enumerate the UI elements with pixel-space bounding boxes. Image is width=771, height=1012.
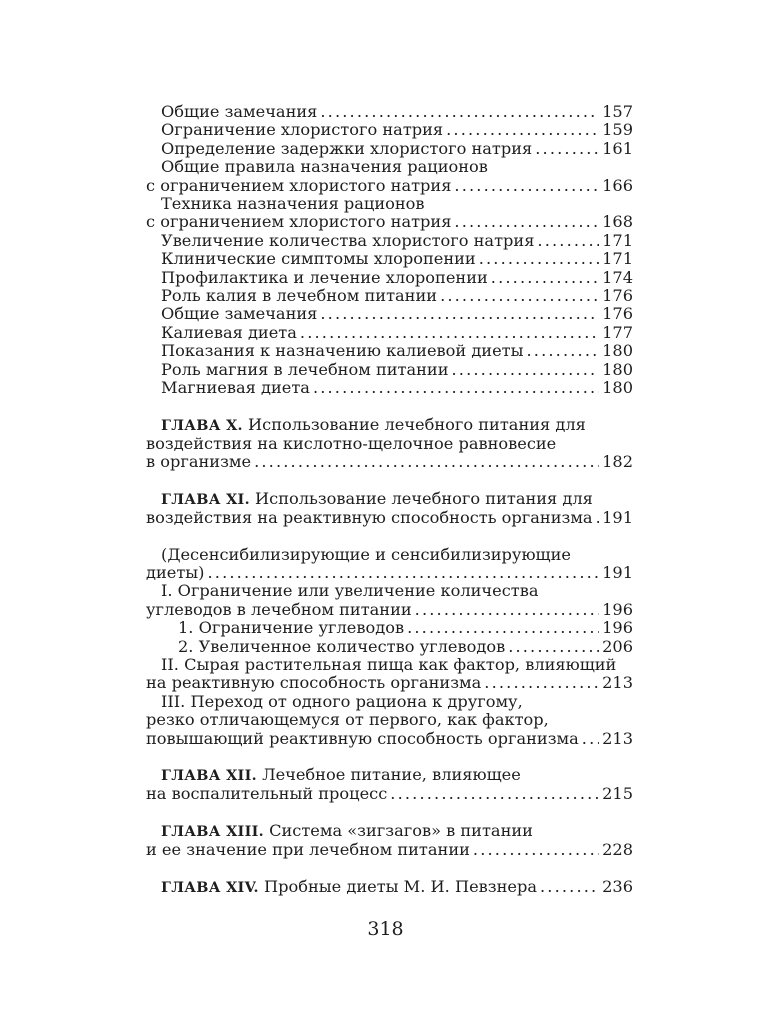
toc-entry: (Десенсибилизирующие и сенсибилизирующие [161, 544, 571, 564]
chapter-heading: ГЛАВА XII. Лечебное питание, влияющее [161, 765, 521, 784]
leader-dots [300, 324, 599, 342]
leader-dots [596, 509, 600, 527]
page-ref: 182 [602, 452, 633, 472]
table-of-contents [146, 103, 633, 897]
toc-entry-continuation: в организме . . . 182 [146, 453, 633, 471]
page-number: 318 [367, 918, 404, 940]
leader-dots [540, 878, 599, 896]
chapter-label: ГЛАВА XIV. [161, 878, 259, 896]
page-ref: 157 [602, 102, 633, 121]
page-ref: 159 [602, 120, 633, 140]
leader-dots [527, 342, 600, 360]
chapter-heading: ГЛАВА XIII. Система «зигзагов» в питании [161, 820, 533, 840]
toc-entry-continuation: диеты) . . . 191 [146, 564, 633, 582]
page-ref: 213 [602, 673, 633, 693]
chapter-heading: ГЛАВА XIV. Пробные диеты М. И. Певзнера . . . 236 [146, 878, 633, 897]
page-ref: 191 [602, 562, 633, 582]
leader-dots [208, 564, 600, 582]
toc-entry: Общие замечания . . . 157 [146, 103, 633, 121]
toc-entry: II. Сырая растительная пища как фактор, влияющий [161, 654, 617, 674]
leader-dots [582, 730, 599, 748]
chapter-heading: ГЛАВА X. Использование лечебного питания для [161, 414, 586, 434]
toc-entry: Роль магния в лечебном питании . . . 180 [146, 361, 633, 379]
toc-entry-continuation: на реактивную способность организма . . . 213 [146, 674, 633, 692]
page-ref: 196 [602, 618, 633, 638]
chapter-heading: ГЛАВА XI. Использование лечебного питания для [161, 488, 593, 508]
toc-entry-continuation: повышающий реактивную способность организма . . . 213 [146, 730, 633, 748]
toc-entry: Показания к назначению калиевой диеты . . . 180 [146, 342, 633, 360]
page-ref: 191 [602, 508, 633, 528]
toc-entry: Увеличение количества хлористого натрия . . . 171 [146, 232, 633, 250]
toc-entry: Роль калия в лечебном питании . . . 176 [146, 287, 633, 305]
toc-entry: III. Переход от одного рациона к другому, [161, 691, 523, 711]
toc-entry: Общие правила назначения рационов [161, 157, 488, 177]
page-ref: 174 [602, 267, 633, 287]
page-ref: 180 [602, 378, 633, 398]
page-ref: 168 [602, 212, 633, 232]
leader-dots [320, 103, 599, 121]
toc-entry-continuation: на воспалительный процесс . . . 215 [146, 785, 633, 803]
leader-dots [454, 177, 599, 195]
toc-entry: Магниевая диета . . . 180 [146, 379, 633, 397]
page-ref: 176 [602, 304, 633, 324]
leader-dots [390, 785, 599, 803]
leader-dots [313, 379, 599, 397]
leader-dots [452, 361, 600, 379]
toc-entry: Ограничение хлористого натрия . . . 159 [146, 121, 633, 139]
chapter-label: ГЛАВА XI. [161, 490, 250, 508]
leader-dots [508, 638, 599, 656]
page-ref: 161 [602, 138, 633, 158]
toc-entry: 2. Увеличенное количество углеводов . . . 206 [146, 638, 633, 656]
leader-dots [484, 674, 599, 692]
toc-entry: 1. Ограничение углеводов . . . 196 [146, 619, 633, 637]
page-ref: 215 [602, 784, 633, 804]
toc-entry-continuation: резко отличающемуся от первого, как фактор, [146, 710, 549, 730]
toc-entry-continuation: углеводов в лечебном питании . . . 196 [146, 601, 633, 619]
leader-dots [440, 287, 599, 305]
chapter-label: ГЛАВА X. [161, 416, 243, 434]
toc-entry: Общие замечания . . . 176 [146, 305, 633, 323]
leader-dots [454, 213, 599, 231]
leader-dots [446, 121, 599, 139]
page-ref: 213 [602, 728, 633, 748]
leader-dots [479, 250, 599, 268]
leader-dots [415, 601, 599, 619]
page-ref: 206 [602, 636, 633, 656]
page-ref: 236 [602, 876, 633, 896]
toc-entry: Калиевая диета . . . 177 [146, 324, 633, 342]
page-ref: 180 [602, 359, 633, 379]
toc-entry-continuation: с ограничением хлористого натрия . . . 166 [146, 177, 633, 195]
leader-dots [535, 140, 599, 158]
toc-entry-continuation: воздействия на кислотно-щелочное равновесие [146, 433, 557, 453]
leader-dots [320, 305, 599, 323]
toc-entry: Профилактика и лечение хлоропении . . . 174 [146, 269, 633, 287]
toc-entry-continuation: и ее значение при лечебном питании . . . 228 [146, 841, 633, 859]
page-ref: 171 [602, 249, 633, 269]
leader-dots [407, 619, 599, 637]
toc-entry: Техника назначения рационов [161, 194, 425, 214]
toc-entry: I. Ограничение или увеличение количества [161, 581, 539, 601]
leader-dots [473, 841, 599, 859]
page-ref: 180 [602, 341, 633, 361]
toc-entry: Клинические симптомы хлоропении . . . 171 [146, 250, 633, 268]
page-ref: 171 [602, 230, 633, 250]
page-ref: 177 [602, 322, 633, 342]
leader-dots [537, 232, 599, 250]
chapter-label: ГЛАВА XIII. [161, 822, 264, 840]
page-ref: 176 [602, 286, 633, 306]
toc-entry-continuation: с ограничением хлористого натрия . . . 168 [146, 213, 633, 231]
page-ref: 196 [602, 599, 633, 619]
leader-dots [254, 453, 599, 471]
page-ref: 228 [602, 840, 633, 860]
toc-entry: Определение задержки хлористого натрия . . . 161 [146, 140, 633, 158]
leader-dots [491, 269, 599, 287]
toc-entry-continuation: воздействия на реактивную способность организма . . . 191 [146, 509, 633, 527]
page-ref: 166 [602, 175, 633, 195]
chapter-label: ГЛАВА XII. [161, 767, 257, 784]
